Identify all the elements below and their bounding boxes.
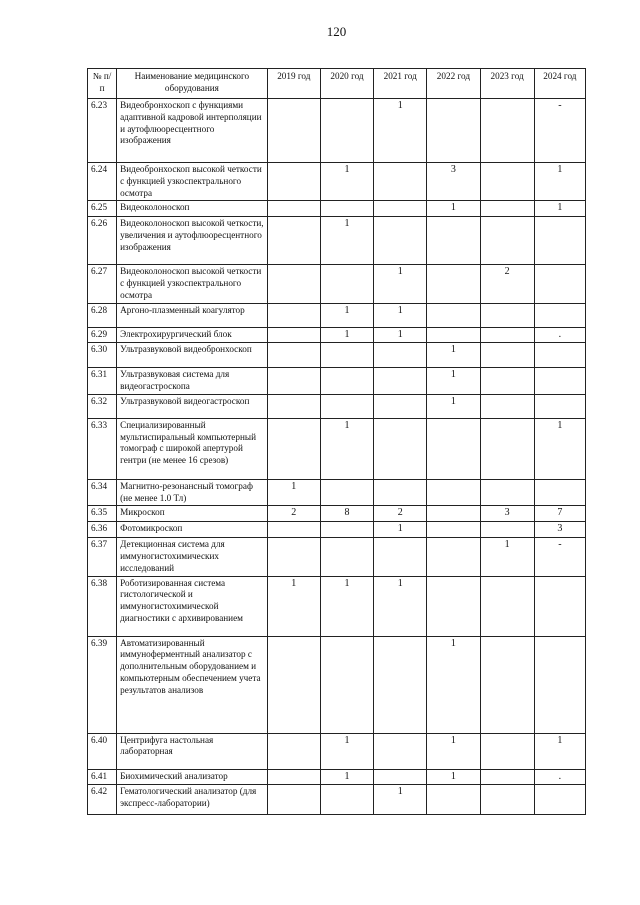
- row-number: 6.27: [88, 265, 117, 303]
- year-quantity-cell: [534, 343, 585, 368]
- year-quantity-cell: -: [534, 538, 585, 576]
- year-quantity-cell: [480, 303, 534, 327]
- equipment-name: Видеоколоноскоп: [117, 201, 268, 217]
- year-quantity-cell: [267, 368, 320, 395]
- year-quantity-cell: [374, 201, 427, 217]
- year-quantity-cell: 1: [320, 418, 373, 479]
- row-number: 6.25: [88, 201, 117, 217]
- year-quantity-cell: [267, 99, 320, 163]
- year-quantity-cell: [534, 576, 585, 636]
- year-quantity-cell: [267, 201, 320, 217]
- page-number: 120: [326, 24, 347, 39]
- row-number: 6.30: [88, 343, 117, 368]
- year-quantity-cell: [374, 418, 427, 479]
- header-year: 2020 год: [320, 69, 373, 99]
- row-number: 6.24: [88, 163, 117, 201]
- row-number: 6.39: [88, 636, 117, 733]
- row-number: 6.33: [88, 418, 117, 479]
- year-quantity-cell: [427, 265, 480, 303]
- equipment-name: Детекционная система для иммуногистохимических исследований: [117, 538, 268, 576]
- year-quantity-cell: 1: [374, 327, 427, 343]
- year-quantity-cell: [320, 538, 373, 576]
- year-quantity-cell: [320, 343, 373, 368]
- header-year: 2021 год: [374, 69, 427, 99]
- equipment-name: Ультразвуковая система для видеогастроскопа: [117, 368, 268, 395]
- equipment-name: Специализированный мультиспиральный компьютерный томограф с широкой апертурой гентри (не менее 16 срезов): [117, 418, 268, 479]
- year-quantity-cell: 3: [534, 522, 585, 538]
- year-quantity-cell: [534, 394, 585, 418]
- table-row: [88, 538, 586, 576]
- equipment-name: Ультразвуковой видеобронхоскоп: [117, 343, 268, 368]
- table-row: [88, 394, 586, 418]
- year-quantity-cell: [267, 769, 320, 785]
- year-quantity-cell: [427, 506, 480, 522]
- year-quantity-cell: [267, 327, 320, 343]
- year-quantity-cell: [480, 343, 534, 368]
- table-row: [88, 785, 586, 815]
- year-quantity-cell: [480, 327, 534, 343]
- row-number: 6.36: [88, 522, 117, 538]
- year-quantity-cell: 1: [427, 368, 480, 395]
- table-header-row: [88, 69, 586, 99]
- year-quantity-cell: 1: [480, 538, 534, 576]
- year-quantity-cell: [374, 479, 427, 506]
- table-row: [88, 327, 586, 343]
- equipment-name: Ультразвуковой видеогастроскоп: [117, 394, 268, 418]
- year-quantity-cell: [534, 303, 585, 327]
- year-quantity-cell: [534, 368, 585, 395]
- year-quantity-cell: [320, 636, 373, 733]
- year-quantity-cell: 7: [534, 506, 585, 522]
- equipment-name: Роботизированная система гистологической и иммуногистохимической диагностики с архивированием: [117, 576, 268, 636]
- year-quantity-cell: [427, 217, 480, 265]
- year-quantity-cell: [267, 538, 320, 576]
- year-quantity-cell: 1: [267, 479, 320, 506]
- year-quantity-cell: [374, 769, 427, 785]
- year-quantity-cell: [480, 201, 534, 217]
- year-quantity-cell: 1: [267, 576, 320, 636]
- year-quantity-cell: 1: [534, 418, 585, 479]
- year-quantity-cell: [267, 163, 320, 201]
- year-quantity-cell: 3: [427, 163, 480, 201]
- equipment-name: Микроскоп: [117, 506, 268, 522]
- year-quantity-cell: -: [534, 99, 585, 163]
- year-quantity-cell: [427, 538, 480, 576]
- year-quantity-cell: [374, 636, 427, 733]
- row-number: 6.37: [88, 538, 117, 576]
- year-quantity-cell: [320, 368, 373, 395]
- header-num: № п/п: [88, 69, 117, 99]
- year-quantity-cell: [427, 576, 480, 636]
- row-number: 6.42: [88, 785, 117, 815]
- table-row: [88, 201, 586, 217]
- year-quantity-cell: 1: [320, 303, 373, 327]
- row-number: 6.41: [88, 769, 117, 785]
- equipment-name: Магнитно-резонансный томограф (не менее 1.0 Тл): [117, 479, 268, 506]
- year-quantity-cell: [534, 636, 585, 733]
- year-quantity-cell: 1: [374, 576, 427, 636]
- year-quantity-cell: [374, 343, 427, 368]
- table-row: [88, 733, 586, 769]
- equipment-name: Фотомикроскоп: [117, 522, 268, 538]
- year-quantity-cell: [534, 265, 585, 303]
- year-quantity-cell: 1: [320, 327, 373, 343]
- table-row: [88, 99, 586, 163]
- year-quantity-cell: 1: [374, 303, 427, 327]
- equipment-table: [87, 68, 586, 815]
- year-quantity-cell: [374, 163, 427, 201]
- year-quantity-cell: 1: [427, 201, 480, 217]
- year-quantity-cell: [480, 217, 534, 265]
- year-quantity-cell: [320, 99, 373, 163]
- year-quantity-cell: 1: [320, 217, 373, 265]
- year-quantity-cell: 1: [427, 343, 480, 368]
- year-quantity-cell: [480, 368, 534, 395]
- table-row: [88, 769, 586, 785]
- year-quantity-cell: [374, 538, 427, 576]
- year-quantity-cell: .: [534, 327, 585, 343]
- year-quantity-cell: [267, 418, 320, 479]
- row-number: 6.32: [88, 394, 117, 418]
- year-quantity-cell: [267, 217, 320, 265]
- equipment-name: Гематологический анализатор (для экспресс-лаборатории): [117, 785, 268, 815]
- table-row: [88, 163, 586, 201]
- equipment-name: Биохимический анализатор: [117, 769, 268, 785]
- equipment-name: Аргоно-плазменный коагулятор: [117, 303, 268, 327]
- year-quantity-cell: [480, 733, 534, 769]
- year-quantity-cell: 2: [480, 265, 534, 303]
- row-number: 6.38: [88, 576, 117, 636]
- year-quantity-cell: [480, 479, 534, 506]
- header-year: 2022 год: [427, 69, 480, 99]
- equipment-name: Автоматизированный иммуноферментный анализатор с дополнительным оборудованием и компьютерным обеспечением учета результатов анализов: [117, 636, 268, 733]
- year-quantity-cell: [427, 479, 480, 506]
- year-quantity-cell: 1: [427, 636, 480, 733]
- year-quantity-cell: [267, 733, 320, 769]
- year-quantity-cell: [480, 418, 534, 479]
- year-quantity-cell: 1: [534, 163, 585, 201]
- year-quantity-cell: [427, 327, 480, 343]
- year-quantity-cell: 1: [374, 99, 427, 163]
- row-number: 6.26: [88, 217, 117, 265]
- year-quantity-cell: [267, 522, 320, 538]
- year-quantity-cell: 3: [480, 506, 534, 522]
- equipment-name: Видеоколоноскоп высокой четкости, увеличения и аутофлюоресцентного изображения: [117, 217, 268, 265]
- year-quantity-cell: .: [534, 769, 585, 785]
- year-quantity-cell: [480, 769, 534, 785]
- year-quantity-cell: [374, 394, 427, 418]
- equipment-name: Видеобронхоскоп с функциями адаптивной кадровой интерполяции и аутофлюоресцентного изображения: [117, 99, 268, 163]
- year-quantity-cell: [320, 785, 373, 815]
- year-quantity-cell: [320, 522, 373, 538]
- year-quantity-cell: [320, 479, 373, 506]
- row-number: 6.31: [88, 368, 117, 395]
- header-name: Наименование медицинского оборудования: [117, 69, 268, 99]
- table-row: [88, 506, 586, 522]
- header-year: 2023 год: [480, 69, 534, 99]
- table-row: [88, 368, 586, 395]
- year-quantity-cell: [374, 368, 427, 395]
- row-number: 6.35: [88, 506, 117, 522]
- year-quantity-cell: [427, 522, 480, 538]
- year-quantity-cell: [267, 343, 320, 368]
- year-quantity-cell: [480, 522, 534, 538]
- year-quantity-cell: [480, 785, 534, 815]
- row-number: 6.23: [88, 99, 117, 163]
- year-quantity-cell: [534, 785, 585, 815]
- row-number: 6.40: [88, 733, 117, 769]
- year-quantity-cell: 2: [374, 506, 427, 522]
- table-row: [88, 217, 586, 265]
- year-quantity-cell: [267, 785, 320, 815]
- year-quantity-cell: [320, 265, 373, 303]
- year-quantity-cell: 1: [320, 769, 373, 785]
- row-number: 6.34: [88, 479, 117, 506]
- year-quantity-cell: [534, 217, 585, 265]
- header-year: 2024 год: [534, 69, 585, 99]
- equipment-name: Видеоколоноскоп высокой четкости с функцией узкоспектрального осмотра: [117, 265, 268, 303]
- year-quantity-cell: [267, 394, 320, 418]
- table-row: [88, 576, 586, 636]
- year-quantity-cell: [427, 418, 480, 479]
- header-year: 2019 год: [267, 69, 320, 99]
- year-quantity-cell: [534, 479, 585, 506]
- equipment-name: Центрифуга настольная лабораторная: [117, 733, 268, 769]
- year-quantity-cell: [427, 785, 480, 815]
- table-row: [88, 265, 586, 303]
- year-quantity-cell: [427, 303, 480, 327]
- year-quantity-cell: 1: [534, 733, 585, 769]
- year-quantity-cell: [267, 303, 320, 327]
- year-quantity-cell: 8: [320, 506, 373, 522]
- year-quantity-cell: [267, 636, 320, 733]
- year-quantity-cell: [480, 99, 534, 163]
- year-quantity-cell: 1: [320, 576, 373, 636]
- year-quantity-cell: [480, 394, 534, 418]
- year-quantity-cell: [320, 201, 373, 217]
- equipment-name: Видеобронхоскоп высокой четкости с функцией узкоспектрального осмотра: [117, 163, 268, 201]
- year-quantity-cell: 1: [374, 522, 427, 538]
- year-quantity-cell: 1: [320, 163, 373, 201]
- table-row: [88, 303, 586, 327]
- row-number: 6.28: [88, 303, 117, 327]
- year-quantity-cell: 1: [427, 394, 480, 418]
- year-quantity-cell: 1: [427, 769, 480, 785]
- year-quantity-cell: 1: [534, 201, 585, 217]
- year-quantity-cell: 1: [374, 785, 427, 815]
- year-quantity-cell: 1: [320, 733, 373, 769]
- year-quantity-cell: [427, 99, 480, 163]
- year-quantity-cell: [374, 217, 427, 265]
- year-quantity-cell: [480, 636, 534, 733]
- year-quantity-cell: [374, 733, 427, 769]
- year-quantity-cell: [320, 394, 373, 418]
- table-row: [88, 418, 586, 479]
- year-quantity-cell: 1: [427, 733, 480, 769]
- table-row: [88, 343, 586, 368]
- table-row: [88, 636, 586, 733]
- year-quantity-cell: [480, 163, 534, 201]
- row-number: 6.29: [88, 327, 117, 343]
- year-quantity-cell: 1: [374, 265, 427, 303]
- equipment-name: Электрохирургический блок: [117, 327, 268, 343]
- year-quantity-cell: 2: [267, 506, 320, 522]
- table-row: [88, 479, 586, 506]
- year-quantity-cell: [267, 265, 320, 303]
- table-row: [88, 522, 586, 538]
- year-quantity-cell: [480, 576, 534, 636]
